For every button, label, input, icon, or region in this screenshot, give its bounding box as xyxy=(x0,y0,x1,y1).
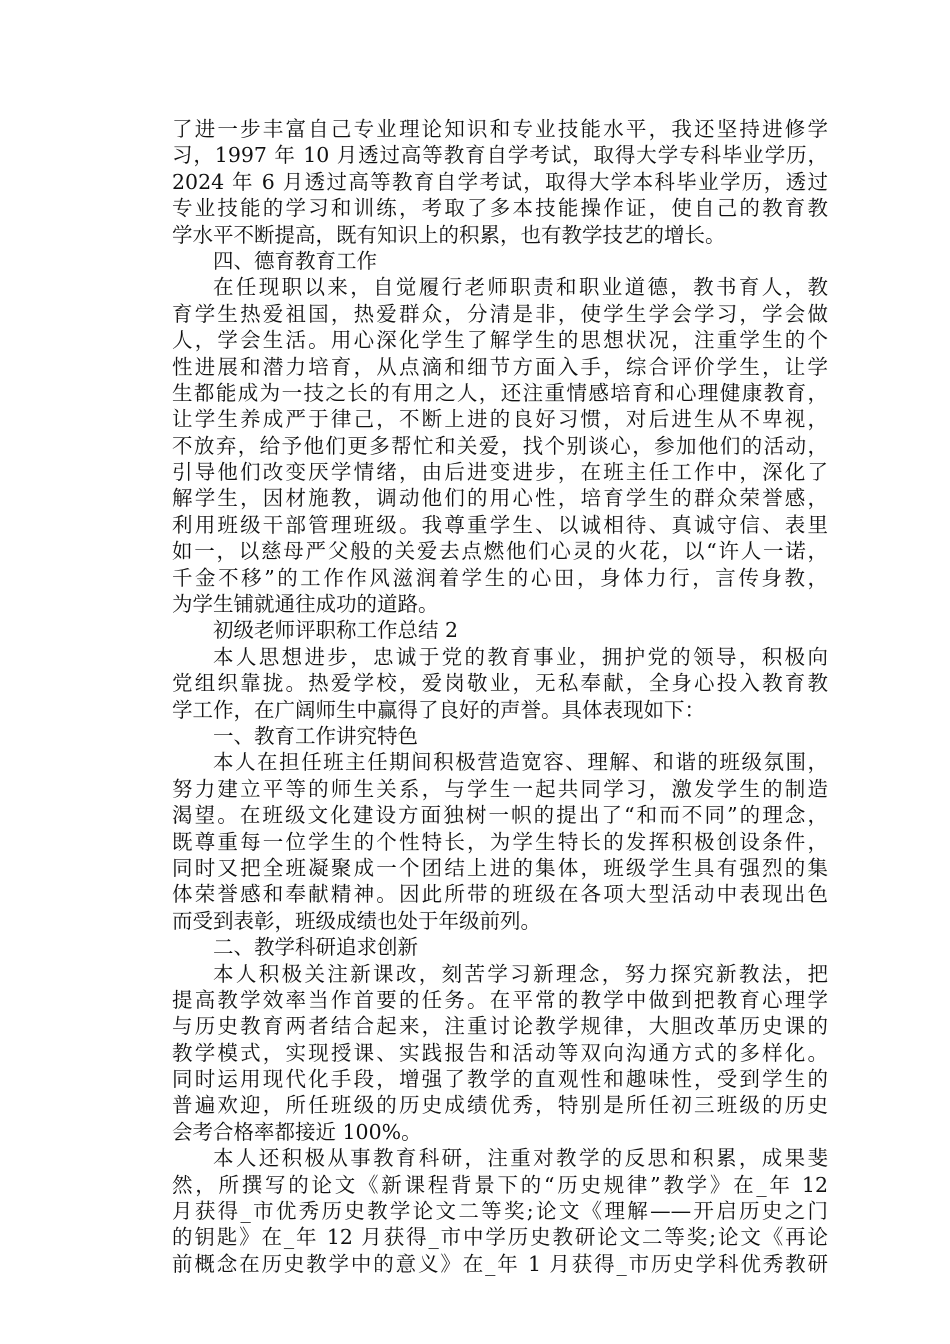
body-line: 渴望。在班级文化建设方面独树一帜的提出了“和而不同”的理念， xyxy=(172,803,828,828)
paragraph-first-line: 本人积极关注新课改，刻苦学习新理念，努力探究新教法，把 xyxy=(213,961,828,986)
paragraph-first-line: 在任现职以来，自觉履行老师职责和职业道德，教书育人，教 xyxy=(213,275,828,300)
body-line: 专业技能的学习和训练，考取了多本技能操作证，使自己的教育教 xyxy=(172,196,828,221)
body-line: 解学生，因材施教，调动他们的用心性，培育学生的群众荣誉感， xyxy=(172,486,828,511)
body-line: 前概念在历史教学中的意义》在_年 1 月获得_市历史学科优秀教研 xyxy=(172,1251,828,1276)
document-page xyxy=(172,116,828,1277)
body-line: 同时又把全班凝聚成一个团结上进的集体，班级学生具有强烈的集 xyxy=(172,855,828,880)
paragraph-first-line: 本人思想进步，忠诚于党的教育事业，拥护党的领导，积极向 xyxy=(213,644,828,669)
body-line: 育学生热爱祖国，热爱群众，分清是非，使学生学会学习，学会做 xyxy=(172,301,828,326)
body-line: 努力建立平等的师生关系，与学生一起共同学习，激发学生的制造 xyxy=(172,776,828,801)
body-line: 体荣誉感和奉献精神。因此所带的班级在各项大型活动中表现出色 xyxy=(172,882,828,907)
body-line: 然，所撰写的论文《新课程背景下的“历史规律”教学》在_年 12 xyxy=(172,1172,828,1197)
paragraph-last-line: 学工作，在广阔师生中赢得了良好的声誉。具体表现如下： xyxy=(172,697,705,722)
body-line: 不放弃，给予他们更多帮忙和关爱，找个别谈心，参加他们的活动， xyxy=(172,433,828,458)
paragraph-last-line: 学水平不断提高，既有知识上的积累，也有教学技艺的增长。 xyxy=(172,222,726,247)
paragraph-last-line: 而受到表彰，班级成绩也处于年级前列。 xyxy=(172,908,541,933)
section-heading: 四、德育教育工作 xyxy=(213,248,377,273)
body-line: 习，1997 年 10 月透过高等教育自学考试，取得大学专科毕业学历， xyxy=(172,143,828,168)
body-line: 性进展和潜力培育，从点滴和细节方面入手，综合评价学生，让学 xyxy=(172,354,828,379)
body-line: 利用班级干部管理班级。我尊重学生、以诚相待、真诚守信、表里 xyxy=(172,512,828,537)
body-line: 人，学会生活。用心深化学生了解学生的思想状况，注重学生的个 xyxy=(172,328,828,353)
section-heading: 二、教学科研追求创新 xyxy=(213,935,418,960)
section-heading: 一、教育工作讲究特色 xyxy=(213,723,418,748)
body-line: 了进一步丰富自己专业理论知识和专业技能水平，我还坚持进修学 xyxy=(172,117,828,141)
body-line: 的钥匙》在_年 12 月获得_市中学历史教研论文二等奖;论文《再论 xyxy=(172,1225,828,1250)
body-line: 普遍欢迎，所任班级的历史成绩优秀，特别是所任初三班级的历史 xyxy=(172,1093,828,1118)
body-line: 月获得_市优秀历史教学论文二等奖;论文《理解——开启历史之门 xyxy=(172,1199,828,1224)
body-line: 提高教学效率当作首要的任务。在平常的教学中做到把教育心理学 xyxy=(172,987,828,1012)
body-line: 让学生养成严于律己，不断上进的良好习惯，对后进生从不卑视， xyxy=(172,407,828,432)
body-line: 党组织靠拢。热爱学校，爱岗敬业，无私奉献，全身心投入教育教 xyxy=(172,671,828,696)
paragraph-last-line: 为学生铺就通往成功的道路。 xyxy=(172,592,439,617)
body-line: 生都能成为一技之长的有用之人，还注重情感培育和心理健康教育， xyxy=(172,380,828,405)
body-line: 千金不移”的工作作风滋润着学生的心田，身体力行，言传身教， xyxy=(172,565,828,590)
body-line: 2024 年 6 月透过高等教育自学考试，取得大学本科毕业学历，透过 xyxy=(172,169,828,194)
body-line: 同时运用现代化手段，增强了教学的直观性和趣味性，受到学生的 xyxy=(172,1067,828,1092)
body-line: 教学模式，实现授课、实践报告和活动等双向沟通方式的多样化。 xyxy=(172,1040,828,1065)
section-heading: 初级老师评职称工作总结 2 xyxy=(213,618,459,643)
body-line: 与历史教育两者结合起来，注重讨论教学规律，大胆改革历史课的 xyxy=(172,1014,828,1039)
paragraph-first-line: 本人还积极从事教育科研，注重对教学的反思和积累，成果斐 xyxy=(213,1146,828,1171)
body-line: 引导他们改变厌学情绪，由后进变进步，在班主任工作中，深化了 xyxy=(172,460,828,485)
paragraph-first-line: 本人在担任班主任期间积极营造宽容、理解、和谐的班级氛围， xyxy=(213,750,828,775)
paragraph-last-line: 会考合格率都接近 100%。 xyxy=(172,1119,422,1144)
body-line: 如一，以慈母严父般的关爱去点燃他们心灵的火花，以“许人一诺， xyxy=(172,539,828,564)
body-line: 既尊重每一位学生的个性特长，为学生特长的发挥积极创设条件， xyxy=(172,829,828,854)
